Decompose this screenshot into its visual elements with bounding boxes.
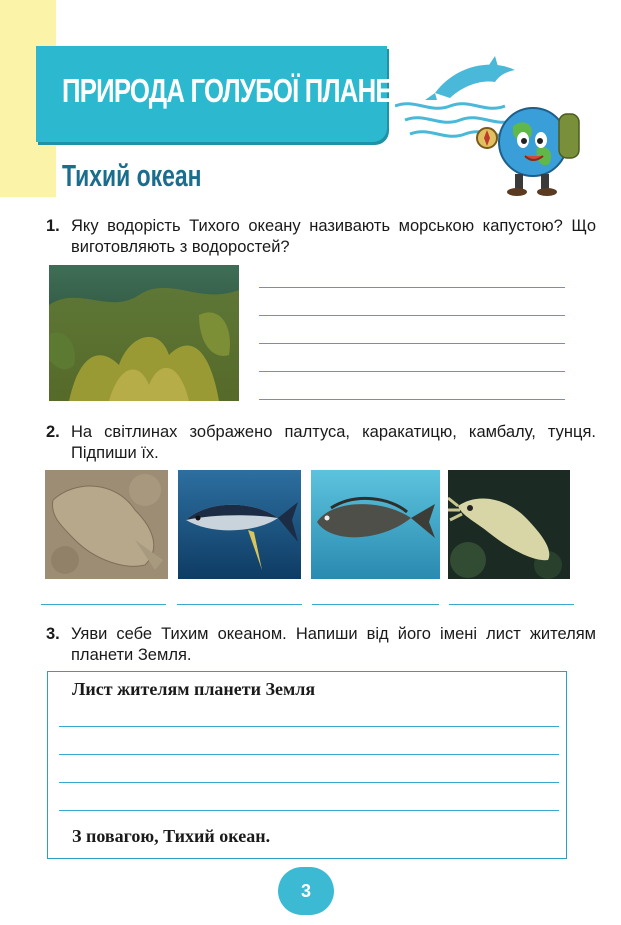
letter-title: Лист жителям планети Земля [72,679,316,699]
letter-line[interactable] [59,810,559,811]
answer-line[interactable] [259,399,565,400]
halibut-photo [311,470,440,579]
section-subtitle: Тихий океан [62,158,202,193]
answer-line[interactable] [259,371,565,372]
globe-icon [499,108,567,176]
answer-line[interactable] [312,604,439,605]
letter-line[interactable] [59,754,559,755]
kelp-forest-photo [49,265,239,401]
answer-line[interactable] [259,343,565,344]
page-number: 3 [278,867,334,915]
question-text: Яку водорість Тихого океану називають морською капустою? Що виготовляють з водоростей? [71,217,596,256]
letter-sign-off: З повагою, Тихий океан. [72,826,271,846]
globe-traveler-mascot-icon [395,48,585,198]
cuttlefish-photo [448,470,570,579]
page-title: ПРИРОДА ГОЛУБОЇ ПЛАНЕТИ [62,72,425,109]
letter-line[interactable] [59,782,559,783]
answer-line[interactable] [259,287,565,288]
question-number: 2. [46,423,60,441]
question-number: 1. [46,217,60,235]
answer-line[interactable] [177,604,302,605]
compass-icon [477,128,497,148]
question-text: Уяви себе Тихим океаном. Напиши від його імені лист жителям планети Земля. [71,625,596,664]
question-text: На світлинах зображено палтуса, каракатицю, камбалу, тунця. Підпиши їх. [71,423,596,462]
tuna-photo [178,470,301,579]
answer-line[interactable] [449,604,574,605]
answer-line[interactable] [259,315,565,316]
flatfish-on-sand-photo [45,470,168,579]
question-number: 3. [46,625,60,643]
letter-line[interactable] [59,726,559,727]
backpack-icon [559,114,579,158]
dolphin-icon [425,56,515,100]
answer-line[interactable] [41,604,166,605]
